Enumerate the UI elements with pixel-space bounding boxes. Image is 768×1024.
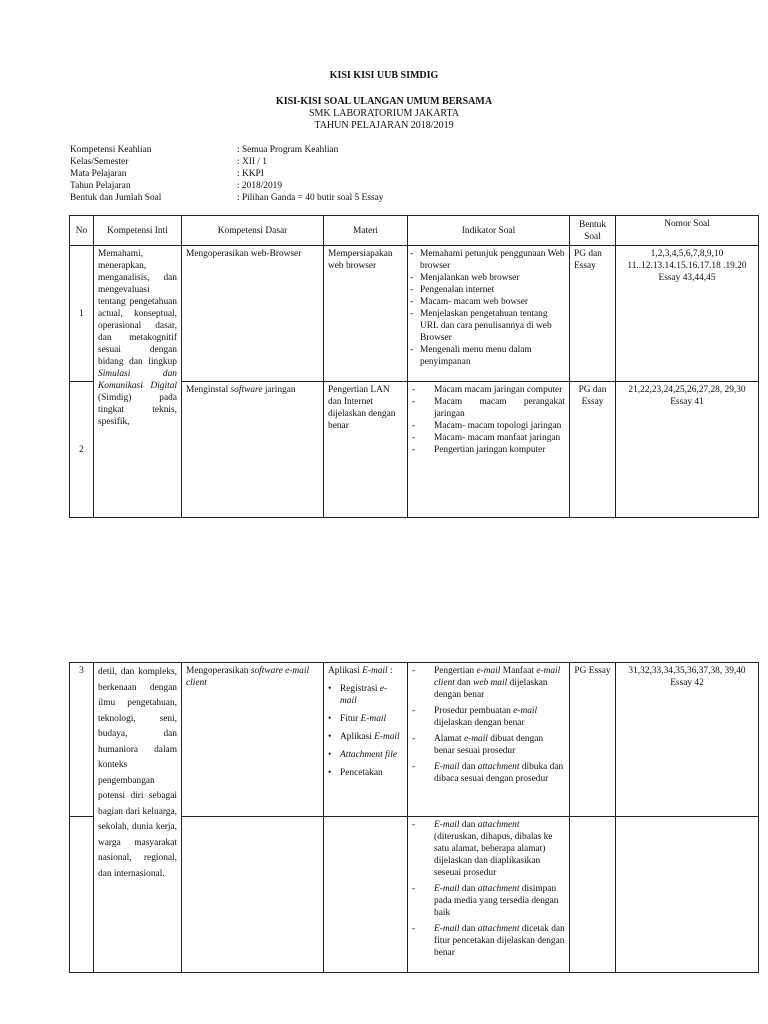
- item-italic: Attachment file: [340, 750, 398, 760]
- kd-italic: software e-mail client: [186, 666, 310, 688]
- meta-key: Kelas/Semester: [70, 157, 129, 167]
- meta-value: : Semua Program Keahlian: [237, 145, 339, 155]
- item-text: Fitur: [340, 714, 359, 724]
- meta-value: : XII / 1: [237, 157, 267, 167]
- materi-cell: [324, 663, 408, 817]
- item-italic: e-mail: [463, 734, 488, 744]
- item-italic: e-mail: [340, 684, 388, 706]
- item-italic: e-mail client: [434, 666, 561, 688]
- list-item: - Pengenalan internet: [410, 284, 565, 296]
- item-italic: attachment: [477, 762, 520, 772]
- indikator-cell: [408, 817, 570, 973]
- kisi-table-part1: [69, 215, 759, 518]
- meta-key: Mata Pelajaran: [70, 169, 127, 179]
- kd-text: Mengoperasikan: [186, 666, 249, 676]
- nomor-essay-text: Essay 43,44,45: [658, 273, 716, 283]
- list-item: [328, 749, 403, 761]
- list-item: - Menjalankan web browser: [410, 272, 565, 284]
- item-text: dan: [461, 884, 476, 894]
- item-italic: attachment: [477, 820, 520, 830]
- item-text: dibuka dan dibaca sesuai dengan prosedur: [434, 762, 564, 784]
- document-subtitle: KISI-KISI SOAL ULANGAN UMUM BERSAMA: [275, 96, 493, 107]
- header-no: No: [70, 216, 94, 246]
- bentuk-soal-cell: PG dan Essay: [570, 382, 616, 518]
- item-text: Alamat: [434, 734, 462, 744]
- item-text: dan: [461, 820, 476, 830]
- item-italic: e-mail: [513, 706, 538, 716]
- item-italic: e-mail: [476, 666, 501, 676]
- header-nomor-soal: Nomor Soal: [616, 216, 759, 246]
- list-item: [328, 713, 403, 725]
- item-text: dijelaskan dengan benar: [434, 718, 525, 728]
- kompetensi-inti-italic: Simulasi dan Komunikasi Digital: [98, 369, 177, 391]
- indikator-list: [412, 665, 565, 785]
- meta-value: : Pilihan Ganda = 40 butir soal 5 Essay: [237, 193, 384, 203]
- list-item: [412, 883, 565, 919]
- row-number: 3: [70, 663, 94, 817]
- nomor-soal-text: 21,22,23,24,25,26,27,28, 29,30: [628, 385, 746, 395]
- bentuk-soal-cell: PG Essay: [570, 663, 616, 817]
- item-text: (diteruskan, dihapus, dibalas ke satu alamat, beberapa alamat) dijelaskan dan diaplikasikan seseuai prosedur: [434, 832, 553, 878]
- nomor-soal-cell: [616, 246, 759, 382]
- list-item: - Macam- macam web bowser: [410, 296, 565, 308]
- indikator-cell: [408, 382, 570, 518]
- kompetensi-inti-text-2: (Simdig) pada tingkat teknis, spesifik,: [98, 393, 177, 427]
- meta-row: [70, 144, 383, 156]
- kompetensi-inti-text: Memahami, menerapkan, menganalisis, dan mengevaluasi tentang pengetahuan actual, konseptual, operasional dasar, dan metakognitif sesuai dengan bidang dan lingkup: [98, 249, 177, 367]
- list-item: [328, 683, 403, 707]
- list-item: - Menjelaskan pengetahuan tentang URL dan cara penulisannya di web Browser: [410, 308, 565, 344]
- item-text: Pencetakan: [340, 768, 383, 778]
- bentuk-soal-cell-empty: [570, 817, 616, 973]
- item-text: disimpan pada media yang tersedia dengan baik: [434, 884, 559, 918]
- list-item: [412, 923, 565, 959]
- header-kompetensi-inti: Kompetensi Inti: [94, 216, 182, 246]
- kd-italic: software: [230, 385, 263, 395]
- kisi-table-part2: [69, 662, 759, 973]
- kompetensi-dasar-cell: [182, 663, 324, 817]
- list-item: [412, 819, 565, 879]
- bentuk-soal-cell: PG dan Essay: [570, 246, 616, 382]
- list-item: [412, 733, 565, 757]
- item-italic: web mail: [473, 678, 508, 688]
- nomor-soal-cell-empty: [616, 817, 759, 973]
- meta-value: : KKPI: [237, 169, 264, 179]
- list-item: [412, 705, 565, 729]
- row-number-empty: [70, 817, 94, 973]
- kompetensi-dasar-cell: Mengoperasikan web-Browser: [182, 246, 324, 382]
- nomor-soal-text: 1,2,3,4,5,6,7,8,9,10 11..12.13.14.15.16.17.18 .19.20: [627, 249, 747, 271]
- kompetensi-inti-cell: [94, 246, 182, 518]
- kompetensi-inti-cell: detil, dan kompleks, berkenaan dengan ilmu pengetahuan, teknologi, seni, budaya, dan humaniora dalam konteks pengembangan potensi diri sebagai bagian dari keluarga, sekolah, dunia kerja, warga masyarakat nasional, regional, dan internasional.: [94, 663, 182, 973]
- indikator-list: [412, 819, 565, 959]
- list-item: [412, 665, 565, 701]
- list-item: - Memahami petunjuk penggunaan Web browser: [410, 248, 565, 272]
- list-item: - Macam- macam manfaat jaringan: [412, 432, 565, 444]
- item-text: dan: [461, 762, 476, 772]
- list-item: [328, 767, 403, 779]
- item-text: Manfaat: [502, 666, 534, 676]
- list-item: [412, 761, 565, 785]
- item-italic: E-mail: [434, 820, 460, 830]
- item-text: dicetak dan fitur pencetakan dijelaskan dengan benar: [434, 924, 565, 958]
- item-italic: E-mail: [434, 762, 460, 772]
- list-item: - Pengertian jaringan komputer: [412, 444, 565, 456]
- list-item: [328, 731, 403, 743]
- meta-row: [70, 192, 383, 204]
- row-number: 1: [70, 246, 94, 382]
- nomor-essay-text: Essay 41: [670, 397, 704, 407]
- nomor-soal-text: 31,32,33,34,35,36,37,38, 39,40: [628, 666, 746, 676]
- item-italic: E-mail: [434, 884, 460, 894]
- nomor-essay-text: Essay 42: [670, 678, 704, 688]
- nomor-soal-cell: [616, 382, 759, 518]
- header-bentuk-soal: Bentuk Soal: [570, 216, 616, 246]
- item-text: dijelaskan dengan benar: [434, 678, 548, 700]
- nomor-soal-cell: [616, 663, 759, 817]
- materi-cell: Pengertian LAN dan Internet dijelaskan dengan benar: [324, 382, 408, 518]
- item-italic: E-mail: [360, 714, 387, 724]
- list-item: - Macam- macam topologi jaringan: [412, 420, 565, 432]
- document-title: KISI KISI UUB SIMDIG: [329, 70, 439, 81]
- meta-row: [70, 156, 383, 168]
- meta-value: : 2018/2019: [237, 181, 283, 191]
- item-text: Registrasi: [340, 684, 378, 694]
- table-row: [70, 246, 759, 382]
- meta-info: [70, 144, 383, 204]
- table-row: [70, 663, 759, 817]
- materi-cell: Mempersiapakan web browser: [324, 246, 408, 382]
- list-item: - Macam macam perangakat jaringan: [412, 396, 565, 420]
- indikator-cell: [408, 663, 570, 817]
- item-text: Prosedur pembuatan: [434, 706, 511, 716]
- header-materi: Materi: [324, 216, 408, 246]
- item-text: dan: [461, 924, 476, 934]
- materi-title-colon: :: [390, 666, 393, 676]
- header-kompetensi-dasar: Kompetensi Dasar: [182, 216, 324, 246]
- kd-text: Menginstal: [186, 385, 229, 395]
- academic-year: TAHUN PELAJARAN 2018/2019: [314, 120, 454, 131]
- row-number: 2: [70, 382, 94, 518]
- item-italic: attachment: [477, 884, 520, 894]
- meta-key: Tahun Pelajaran: [70, 181, 131, 191]
- indikator-list: [410, 248, 565, 368]
- table-header-row: [70, 216, 759, 246]
- kompetensi-dasar-cell-empty: [182, 817, 324, 973]
- materi-title-italic: E-mail: [362, 666, 388, 676]
- list-item: - Macam macam jaringan computer: [412, 384, 565, 396]
- item-text: dan: [457, 678, 471, 688]
- school-name: SMK LABORATORIUM JAKARTA: [308, 108, 460, 119]
- materi-title-text: Aplikasi: [328, 666, 360, 676]
- meta-row: [70, 180, 383, 192]
- item-italic: attachment: [477, 924, 520, 934]
- item-text: dibuat dengan benar sesuai prosedur: [434, 734, 544, 756]
- meta-key: Kompetensi Keahlian: [70, 145, 152, 155]
- meta-row: [70, 168, 383, 180]
- header-indikator: Indikator Soal: [408, 216, 570, 246]
- indikator-cell: [408, 246, 570, 382]
- item-text: Pengertian: [434, 666, 475, 676]
- item-text: Aplikasi: [340, 732, 372, 742]
- item-italic: E-mail: [374, 732, 400, 742]
- indikator-list: [412, 384, 565, 456]
- materi-cell-empty: [324, 817, 408, 973]
- materi-list: [328, 683, 403, 779]
- kompetensi-dasar-cell: [182, 382, 324, 518]
- list-item: - Mengenali menu menu dalam penyimpanan: [410, 344, 565, 368]
- item-italic: E-mail: [434, 924, 460, 934]
- meta-key: Bentuk dan Jumlah Soal: [70, 193, 162, 203]
- kd-text-2: jaringan: [264, 385, 296, 395]
- materi-title: [328, 665, 403, 677]
